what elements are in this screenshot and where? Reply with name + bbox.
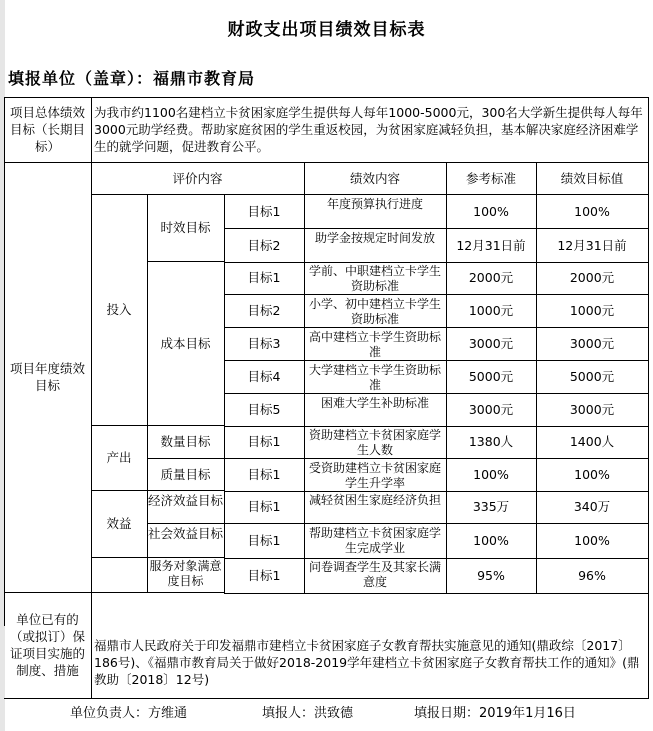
group-satisfaction-blank xyxy=(91,557,148,593)
measures-label-text: 单位已有的（或拟订）保证项目实施的制度、措施 xyxy=(9,612,85,678)
overall-goal-label xyxy=(4,97,92,163)
row-8-content: 资助建档立卡贫困家庭学生人数 xyxy=(304,425,447,459)
row-4-target: 目标2 xyxy=(224,294,305,328)
header-target: 绩效目标值 xyxy=(536,162,649,195)
overall-goal-text-content: 为我市约1100名建档立卡贫困家庭学生提供每人每年1000-5000元，300名大学新生提供每人每年3000元助学经费。帮助家庭贫困的学生重返校园，为贫困家庭减轻负担，基本解决家庭经济困难学生的就学问题，促进教育公平。 xyxy=(94,105,643,154)
overall-goal-label-text: 项目总体绩效目标（长期目标） xyxy=(9,105,85,154)
category-cost: 成本目标 xyxy=(147,261,225,426)
row-4-content: 小学、初中建档立卡学生资助标准 xyxy=(304,294,447,328)
row-11-reference: 100% xyxy=(446,523,537,559)
category-satisfaction: 服务对象满意度目标 xyxy=(147,557,225,593)
group-input: 投入 xyxy=(91,194,148,426)
row-12-target: 目标1 xyxy=(224,557,305,594)
row-8-reference: 1380人 xyxy=(446,425,537,459)
row-8-value: 1400人 xyxy=(536,425,649,459)
category-social: 社会效益目标 xyxy=(147,523,225,558)
category-quality: 质量目标 xyxy=(147,458,225,491)
row-7-target: 目标5 xyxy=(224,393,305,427)
row-7-value: 3000元 xyxy=(536,393,649,427)
row-9-target: 目标1 xyxy=(224,458,305,492)
reporting-unit: 填报单位（盖章）：福鼎市教育局 xyxy=(8,69,256,88)
row-6-value: 5000元 xyxy=(536,360,649,394)
row-9-content: 受资助建档立卡贫困家庭学生升学率 xyxy=(304,458,447,492)
row-2-reference: 12月31日前 xyxy=(446,228,537,263)
row-2-target: 目标2 xyxy=(224,228,305,263)
row-3-content: 学前、中职建档立卡学生资助标准 xyxy=(304,261,447,295)
row-7-content: 困难大学生补助标准 xyxy=(304,393,447,427)
row-11-target: 目标1 xyxy=(224,523,305,559)
footer-date: 填报日期：2019年1月16日 xyxy=(414,706,576,721)
row-6-content: 大学建档立卡学生资助标准 xyxy=(304,360,447,394)
category-quantity: 数量目标 xyxy=(147,425,225,459)
row-9-value: 100% xyxy=(536,458,649,492)
footer-leader: 单位负责人：方维通 xyxy=(70,706,188,721)
row-12-reference: 95% xyxy=(446,557,537,594)
group-output: 产出 xyxy=(91,425,148,491)
row-10-content: 减轻贫困生家庭经济负担 xyxy=(304,490,447,524)
row-1-reference: 100% xyxy=(446,194,537,229)
measures-text-content: 福鼎市人民政府关于印发福鼎市建档立卡贫困家庭子女教育帮扶实施意见的通知(鼎政综〔2017〕186号)、《福鼎市教育局关于做好2018-2019学年建档立卡贫困家庭子女教育帮扶工作的通知》(鼎教助〔2018〕12号) xyxy=(94,638,640,687)
row-3-reference: 2000元 xyxy=(446,261,537,295)
header-eval: 评价内容 xyxy=(91,162,305,195)
row-5-content: 高中建档立卡学生资助标准 xyxy=(304,327,447,361)
row-9-reference: 100% xyxy=(446,458,537,492)
row-5-value: 3000元 xyxy=(536,327,649,361)
overall-goal-text xyxy=(91,97,649,163)
row-6-reference: 5000元 xyxy=(446,360,537,394)
row-12-value: 96% xyxy=(536,557,649,594)
row-8-target: 目标1 xyxy=(224,425,305,459)
group-benefit: 效益 xyxy=(91,490,148,558)
measures-text xyxy=(91,592,649,699)
row-2-value: 12月31日前 xyxy=(536,228,649,263)
row-4-reference: 1000元 xyxy=(446,294,537,328)
row-4-value: 1000元 xyxy=(536,294,649,328)
row-10-value: 340万 xyxy=(536,490,649,524)
category-time: 时效目标 xyxy=(147,194,225,262)
category-economic: 经济效益目标 xyxy=(147,490,225,524)
measures-label xyxy=(4,592,92,699)
page-title: 财政支出项目绩效目标表 xyxy=(227,20,426,40)
row-12-content: 问卷调查学生及其家长满意度 xyxy=(304,557,447,594)
annual-goal-label xyxy=(4,162,92,593)
row-1-target: 目标1 xyxy=(224,194,305,229)
header-reference: 参考标准 xyxy=(446,162,537,195)
row-1-content: 年度预算执行进度 xyxy=(304,194,447,229)
row-3-target: 目标1 xyxy=(224,261,305,295)
row-3-value: 2000元 xyxy=(536,261,649,295)
row-11-value: 100% xyxy=(536,523,649,559)
annual-goal-label-text: 项目年度绩效目标 xyxy=(9,361,85,393)
row-10-reference: 335万 xyxy=(446,490,537,524)
row-5-reference: 3000元 xyxy=(446,327,537,361)
row-6-target: 目标4 xyxy=(224,360,305,394)
row-11-content: 帮助建档立卡贫困家庭学生完成学业 xyxy=(304,523,447,559)
footer-filler: 填报人：洪致德 xyxy=(262,706,354,721)
header-content: 绩效内容 xyxy=(304,162,447,195)
row-2-content: 助学金按规定时间发放 xyxy=(304,228,447,263)
row-5-target: 目标3 xyxy=(224,327,305,361)
row-7-reference: 3000元 xyxy=(446,393,537,427)
row-10-target: 目标1 xyxy=(224,490,305,524)
row-1-value: 100% xyxy=(536,194,649,229)
